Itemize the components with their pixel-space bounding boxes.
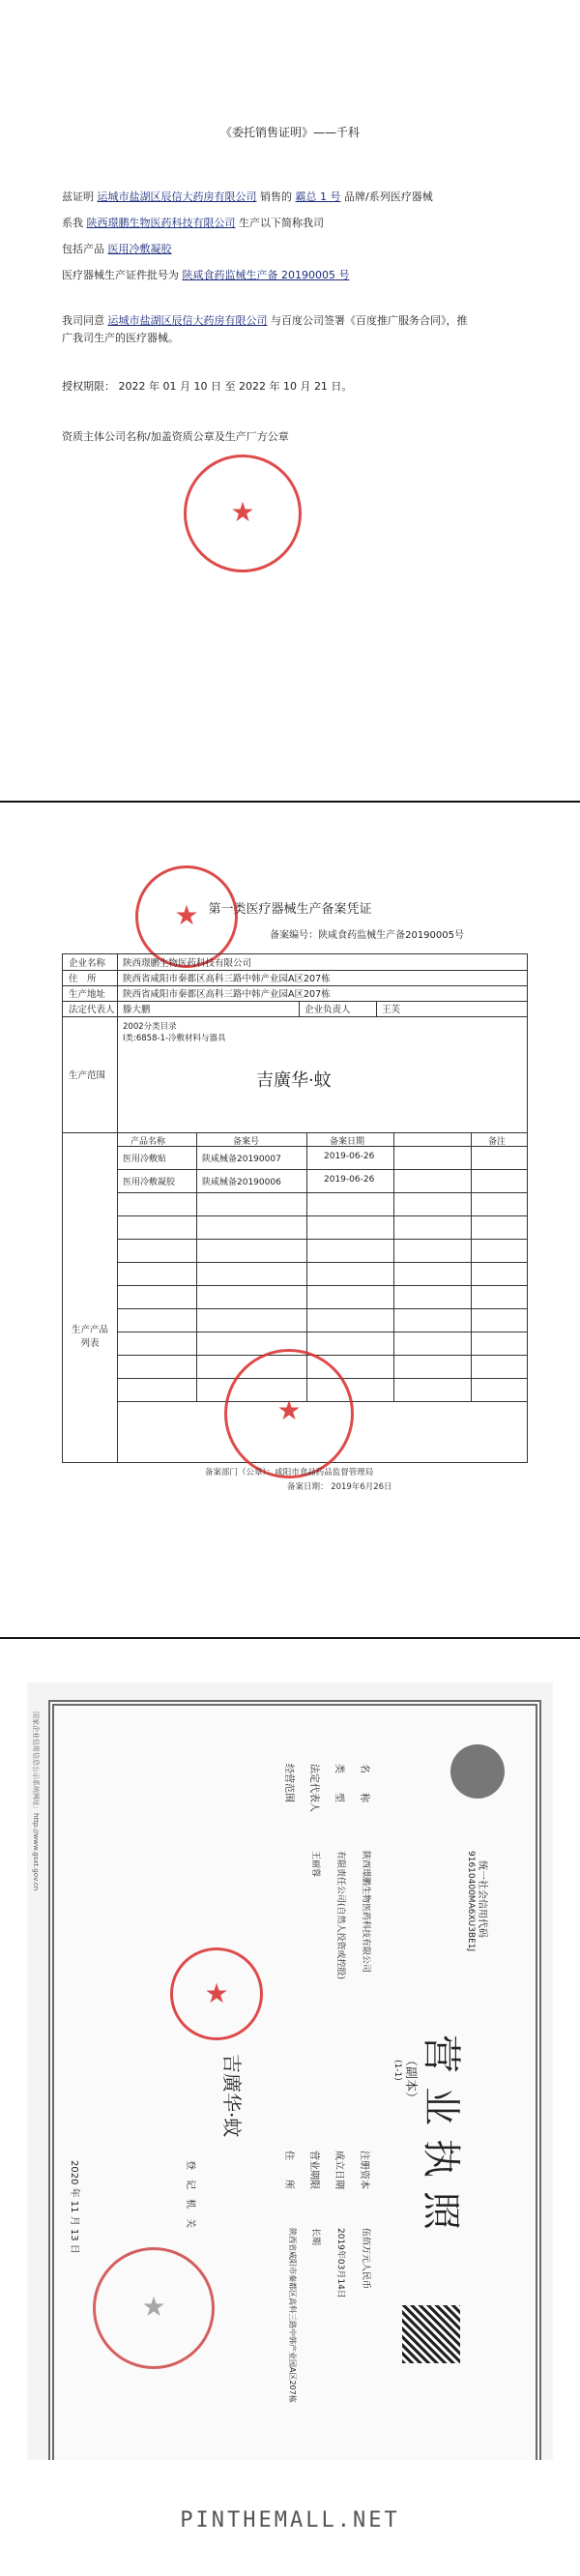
qr-code <box>402 2305 460 2363</box>
business-license: 营业执照 （副本） (1-1) 统一社会信用代码 91610400MA6XU3BE1J 名 称 陕西璟鹏生物医药科技有限公司 类 型 有限责任公司(自然人投资或控股) 法定代表人 王丽蓉 经营范围 注册资本 伍佰万元人民币 成立日期 2019年03月14日 营业期限 长期 住 所 陕西省咸阳市秦都区高科三路中韩产业园A区207栋 ★ 吉廣华·蚊 登 记 机 关 ★ 2020 年 11 月 13 日 国家企业信用信息公示系统网址：http://www.gsxt.gov.cn <box>27 1683 553 2480</box>
authorization-period: 授权期限： 2022 年 01 月 10 日 至 2022 年 10 月 21 日。 <box>62 380 353 393</box>
authorization-letter <box>0 0 580 793</box>
product-name: 医用冷敷贴 <box>123 1155 167 1164</box>
letter-line-4: 医疗器械生产证件批号为 陕咸食药监械生产备 20190005 号 <box>62 269 350 281</box>
side-note: 国家企业信用信息公示系统网址：http://www.gsxt.gov.cn <box>32 1712 40 1891</box>
seal-caption: 资质主体公司名称/加盖资质公章及生产厂方公章 <box>62 430 289 443</box>
signature: 吉廣华·蚊 <box>220 2054 244 2138</box>
scope-row: 生产范围 2002分类目录 Ⅰ类:6858-1-冷敷材料与器具 吉廣华·蚊 <box>63 1016 527 1133</box>
signature: 吉廣华·蚊 <box>256 1070 332 1091</box>
table-row: 住 所 陕西省咸阳市秦都区高科三路中韩产业园A区207栋 <box>63 970 527 986</box>
product-date: 2019-06-26 <box>324 1175 375 1185</box>
letter-line-3: 包括产品 医用冷敷凝胶 <box>62 243 172 255</box>
company-seal: ★ <box>184 454 302 572</box>
product-date: 2019-06-26 <box>324 1152 375 1161</box>
license-title: 营业执照 <box>419 2034 463 2243</box>
watermark: PINTHEMALL.NET <box>180 2508 400 2532</box>
product-name: 医用冷敷凝胶 <box>123 1178 176 1187</box>
registration-seal: ★ <box>93 2247 215 2369</box>
letter-line-1: 兹证明 运城市盐湖区辰信大药房有限公司 销售的 霸总 1 号 品牌/系列医疗器械 <box>62 190 433 203</box>
letter-line-2: 系我 陕西璟鹏生物医药科技有限公司 生产以下简称我司 <box>62 217 324 229</box>
emblem-icon <box>450 1744 505 1799</box>
letter-title: 《委托销售证明》——千科 <box>219 126 360 139</box>
table-row: 法定代表人 滕大鹏 企业负责人 王芙 <box>63 1001 527 1017</box>
product-name: 医用冷敷凝胶 <box>107 243 172 255</box>
cert-seal-top: ★ <box>135 865 238 968</box>
seller-company: 运城市盐湖区辰信大药房有限公司 <box>97 190 257 203</box>
products-table: 产品名称 备案号 备案日期 备注 医用冷敷贴 陕咸械备20190007 2019-06-26 医用冷敷凝胶 陕咸械备20190006 2019-06-26 <box>117 1132 527 1462</box>
table-row: 企业名称 陕西璟鹏生物医药科技有限公司 <box>63 954 527 971</box>
registration-date: 2020 年 11 月 13 日 <box>69 2160 79 2254</box>
page-separator <box>0 801 580 803</box>
cert-number: 备案编号：陕咸食药监械生产备20190005号 <box>270 930 464 941</box>
cert-seal-bottom: ★ <box>224 1349 354 1478</box>
company-name: 陕西璟鹏生物医药科技有限公司 <box>361 1851 370 1974</box>
license-seal: ★ <box>170 1947 263 2040</box>
cert-date: 备案日期： 2019年6月26日 <box>287 1482 392 1492</box>
cert-title: 第一类医疗器械生产备案凭证 <box>208 902 372 917</box>
letter-line-6: 广我司生产的医疗器械。 <box>62 332 179 344</box>
credit-code: 91610400MA6XU3BE1J <box>466 1851 476 1952</box>
license-number: 陕咸食药监械生产备 20190005 号 <box>182 269 350 281</box>
product-record-no: 陕咸械备20190007 <box>202 1155 281 1164</box>
product-record-no: 陕咸械备20190006 <box>202 1178 281 1187</box>
page-separator <box>0 1637 580 1639</box>
products-label: 生产产品 列表 <box>71 1325 108 1349</box>
table-row: 生产地址 陕西省咸阳市秦都区高科三路中韩产业园A区207栋 <box>63 985 527 1002</box>
manufacturer-company: 陕西璟鹏生物医药科技有限公司 <box>86 217 236 229</box>
cert-footer: 备案部门（公章）：咸阳市食品药品监督管理局 <box>205 1468 374 1478</box>
brand-name: 霸总 1 号 <box>295 190 341 203</box>
letter-line-5: 我司同意 运城市盐湖区辰信大药房有限公司 与百度公司签署《百度推广服务合同》，推 <box>62 314 468 327</box>
